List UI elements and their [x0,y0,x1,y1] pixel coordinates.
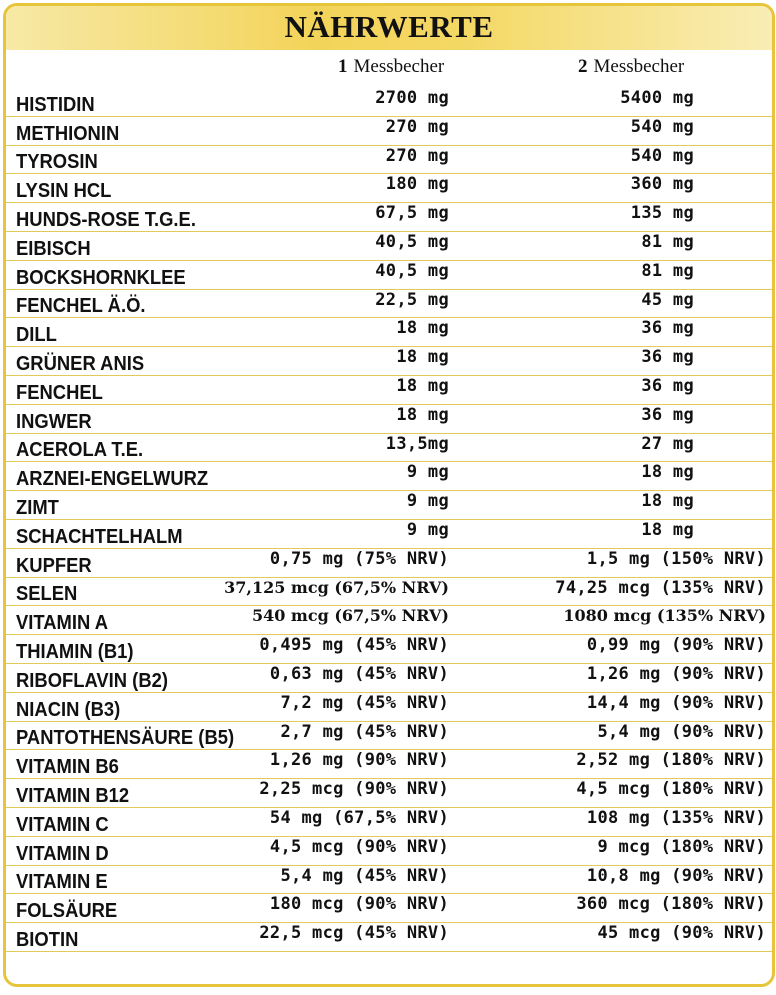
column-header-1-number: 1 [338,56,348,77]
value-1-messbecher: 7,2 mg (45% NRV) [280,692,449,713]
nutrient-name: BIOTIN [16,928,79,951]
nutrient-name: RIBOFLAVIN (B2) [16,669,168,692]
table-row [6,779,772,808]
value-2-messbecher: 81 mg [641,231,694,252]
nutrient-name: KUPFER [16,554,92,577]
column-header-1 [338,56,444,78]
value-1-messbecher: 540 mcg (67,5% NRV) [251,606,449,626]
value-2-messbecher: 9 mcg (180% NRV) [597,836,766,857]
value-2-messbecher: 108 mg (135% NRV) [586,807,766,828]
column-header-1-label: Messbecher [353,56,445,77]
table-row [6,290,772,319]
nutrient-name: VITAMIN B12 [16,784,130,807]
value-1-messbecher: 0,495 mg (45% NRV) [259,635,449,656]
table-row [6,434,772,463]
nutrient-name: FENCHEL Ä.Ö. [16,295,146,318]
value-2-messbecher: 18 mg [641,462,694,483]
value-2-messbecher: 36 mg [641,347,694,368]
value-1-messbecher: 270 mg [385,145,449,166]
value-1-messbecher: 13,5mg [385,433,449,454]
nutrient-name: VITAMIN D [16,842,109,865]
value-2-messbecher: 540 mg [630,145,694,166]
value-2-messbecher: 36 mg [641,404,694,425]
value-1-messbecher: 9 mg [406,519,449,540]
nutrient-name: METHIONIN [16,122,120,145]
table-row [6,491,772,520]
value-2-messbecher: 5400 mg [620,88,694,108]
nutrient-name: VITAMIN E [16,871,108,894]
table-row [6,318,772,347]
nutrient-name: VITAMIN A [16,612,108,635]
nutrition-table-card [3,3,775,987]
value-2-messbecher: 135 mg [630,203,694,224]
column-header-2-label: Messbecher [593,56,685,77]
table-row [6,146,772,175]
value-1-messbecher: 40,5 mg [375,260,449,281]
table-row [6,347,772,376]
value-2-messbecher: 10,8 mg (90% NRV) [586,865,766,886]
nutrient-name: VITAMIN C [16,813,109,836]
table-row [6,520,772,549]
value-2-messbecher: 36 mg [641,318,694,339]
value-1-messbecher: 67,5 mg [375,203,449,224]
table-row [6,808,772,837]
column-header-2 [578,56,684,78]
nutrient-rows [6,88,772,952]
value-2-messbecher: 2,52 mg (180% NRV) [576,750,766,771]
table-row [6,664,772,693]
table-row [6,203,772,232]
table-row [6,866,772,895]
table-row [6,923,772,952]
nutrient-name: ZIMT [16,496,59,519]
value-1-messbecher: 22,5 mcg (45% NRV) [259,923,449,944]
nutrient-name: DILL [16,324,57,347]
nutrient-name: FENCHEL [16,381,103,404]
value-1-messbecher: 5,4 mg (45% NRV) [280,865,449,886]
value-2-messbecher: 360 mg [630,174,694,195]
value-2-messbecher: 36 mg [641,375,694,396]
value-1-messbecher: 270 mg [385,116,449,137]
value-1-messbecher: 180 mg [385,174,449,195]
nutrient-name: SCHACHTELHALM [16,525,183,548]
value-2-messbecher: 5,4 mg (90% NRV) [597,721,766,742]
value-2-messbecher: 540 mg [630,116,694,137]
nutrient-name: NIACIN (B3) [16,698,121,721]
nutrient-name: PANTOTHENSÄURE (B5) [16,727,235,750]
value-1-messbecher: 18 mg [396,318,449,339]
table-row [6,578,772,607]
table-row [6,635,772,664]
title-bar [6,6,772,50]
column-header-row [6,50,772,84]
value-1-messbecher: 2700 mg [375,88,449,108]
value-1-messbecher: 0,75 mg (75% NRV) [269,548,449,569]
value-2-messbecher: 45 mg [641,289,694,310]
table-row [6,722,772,751]
value-1-messbecher: 4,5 mcg (90% NRV) [269,836,449,857]
table-row [6,894,772,923]
table-row [6,88,772,117]
value-1-messbecher: 54 mg (67,5% NRV) [269,807,449,828]
value-2-messbecher: 18 mg [641,491,694,512]
value-2-messbecher: 27 mg [641,433,694,454]
table-row [6,750,772,779]
value-1-messbecher: 9 mg [406,491,449,512]
nutrient-name: ACEROLA T.E. [16,439,144,462]
nutrient-name: SELEN [16,583,78,606]
value-1-messbecher: 9 mg [406,462,449,483]
nutrient-name: EIBISCH [16,237,91,260]
value-1-messbecher: 37,125 mcg (67,5% NRV) [224,577,449,597]
table-row [6,261,772,290]
table-row [6,117,772,146]
value-2-messbecher: 1080 mcg (135% NRV) [563,606,766,626]
value-1-messbecher: 1,26 mg (90% NRV) [269,750,449,771]
table-row [6,174,772,203]
nutrient-name: VITAMIN B6 [16,756,119,779]
nutrient-name: HISTIDIN [16,93,95,116]
nutrient-name: FOLSÄURE [16,900,118,923]
table-title: NÄHRWERTE [284,9,494,44]
value-2-messbecher: 0,99 mg (90% NRV) [586,635,766,656]
value-2-messbecher: 81 mg [641,260,694,281]
nutrient-name: BOCKSHORNKLEE [16,266,186,289]
nutrient-name: TYROSIN [16,151,98,174]
nutrient-name: THIAMIN (B1) [16,640,134,663]
column-header-2-number: 2 [578,56,588,77]
value-2-messbecher: 18 mg [641,519,694,540]
nutrient-name: GRÜNER ANIS [16,352,145,375]
value-2-messbecher: 1,26 mg (90% NRV) [586,663,766,684]
table-row [6,693,772,722]
nutrient-name: HUNDS-ROSE T.G.E. [16,208,196,231]
value-1-messbecher: 18 mg [396,375,449,396]
value-2-messbecher: 14,4 mg (90% NRV) [586,692,766,713]
value-1-messbecher: 2,25 mcg (90% NRV) [259,779,449,800]
value-2-messbecher: 4,5 mcg (180% NRV) [576,779,766,800]
table-row [6,606,772,635]
table-row [6,405,772,434]
value-2-messbecher: 45 mcg (90% NRV) [597,923,766,944]
value-1-messbecher: 40,5 mg [375,231,449,252]
value-2-messbecher: 360 mcg (180% NRV) [576,894,766,915]
value-1-messbecher: 0,63 mg (45% NRV) [269,663,449,684]
value-2-messbecher: 1,5 mg (150% NRV) [586,548,766,569]
table-row [6,462,772,491]
value-1-messbecher: 22,5 mg [375,289,449,310]
value-1-messbecher: 18 mg [396,347,449,368]
nutrient-name: ARZNEI-ENGELWURZ [16,468,209,491]
table-row [6,232,772,261]
nutrient-name: INGWER [16,410,92,433]
value-1-messbecher: 18 mg [396,404,449,425]
table-row [6,837,772,866]
table-row [6,549,772,578]
nutrient-name: LYSIN HCL [16,180,112,203]
value-1-messbecher: 180 mcg (90% NRV) [269,894,449,915]
value-1-messbecher: 2,7 mg (45% NRV) [280,721,449,742]
table-row [6,376,772,405]
value-2-messbecher: 74,25 mcg (135% NRV) [555,577,766,598]
